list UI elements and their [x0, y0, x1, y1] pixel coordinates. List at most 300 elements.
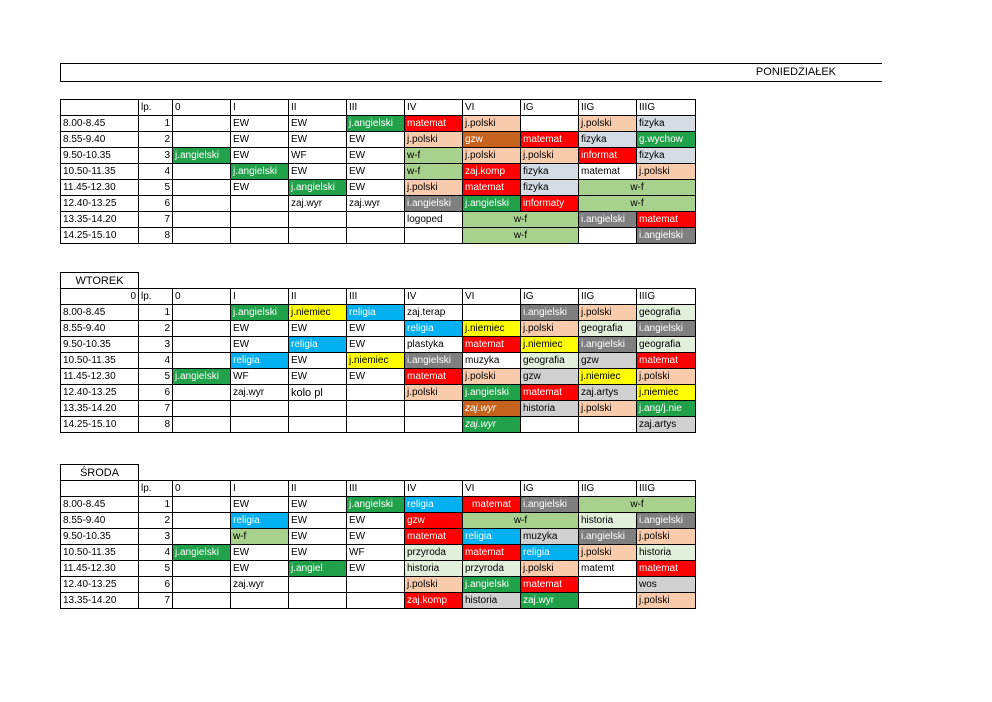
lesson-cell: j.angielski	[231, 305, 289, 321]
lesson-cell: gzw	[521, 369, 579, 385]
lesson-cell: przyroda	[463, 561, 521, 577]
lesson-cell: EW	[231, 561, 289, 577]
lesson-cell: i.angielski	[637, 228, 696, 244]
lesson-cell: w-f	[463, 513, 579, 529]
header-cell: lp.	[139, 100, 173, 116]
lesson-cell	[173, 164, 231, 180]
lesson-cell: religia	[231, 353, 289, 369]
schedule-table-monday	[60, 99, 696, 244]
lesson-cell: zaj.wyr	[463, 401, 521, 417]
lesson-cell: plastyka	[405, 337, 463, 353]
lesson-cell: j.polski	[637, 164, 696, 180]
header-cell: III	[347, 100, 405, 116]
lesson-cell: matemat	[521, 132, 579, 148]
lesson-number: 5	[139, 561, 173, 577]
table-row	[61, 529, 696, 545]
lesson-cell: j.niemiec	[289, 305, 347, 321]
lesson-cell: EW	[289, 497, 347, 513]
lesson-cell: zaj.komp	[463, 164, 521, 180]
lesson-cell: EW	[347, 132, 405, 148]
lesson-cell	[173, 180, 231, 196]
lesson-cell	[405, 401, 463, 417]
header-cell: 0	[173, 100, 231, 116]
lesson-cell: geografia	[637, 305, 696, 321]
lesson-cell: religia	[405, 321, 463, 337]
lesson-cell	[231, 593, 289, 609]
lesson-cell: j.niemiec	[579, 369, 637, 385]
time-cell: 12.40-13.25	[61, 577, 139, 593]
lesson-number: 7	[139, 401, 173, 417]
time-cell: 12.40-13.25	[61, 385, 139, 401]
lesson-cell: religia	[521, 545, 579, 561]
lesson-number: 7	[139, 593, 173, 609]
lesson-cell: w-f	[231, 529, 289, 545]
table-row	[61, 417, 696, 433]
lesson-cell	[173, 513, 231, 529]
lesson-cell: informaty	[521, 196, 579, 212]
lesson-cell	[289, 228, 347, 244]
lesson-cell	[173, 497, 231, 513]
lesson-cell	[173, 529, 231, 545]
time-cell: 9.50-10.35	[61, 529, 139, 545]
lesson-cell	[173, 212, 231, 228]
lesson-cell	[347, 577, 405, 593]
table-row	[61, 180, 696, 196]
lesson-cell: EW	[347, 561, 405, 577]
time-cell: 8.55-9.40	[61, 321, 139, 337]
lesson-cell: historia	[521, 401, 579, 417]
lesson-cell	[347, 228, 405, 244]
lesson-cell: EW	[347, 164, 405, 180]
lesson-cell: j.angielski	[173, 545, 231, 561]
lesson-cell: j.polski	[405, 385, 463, 401]
lesson-cell	[173, 305, 231, 321]
table-row	[61, 561, 696, 577]
time-cell: 10.50-11.35	[61, 353, 139, 369]
lesson-cell	[231, 196, 289, 212]
lesson-cell: w-f	[579, 196, 696, 212]
lesson-cell: zaj.wyr	[463, 417, 521, 433]
lesson-number: 4	[139, 353, 173, 369]
lesson-cell: EW	[347, 321, 405, 337]
lesson-cell: i.angielski	[579, 337, 637, 353]
lesson-cell	[347, 212, 405, 228]
lesson-cell: religia	[231, 513, 289, 529]
table-row	[61, 148, 696, 164]
lesson-cell: w-f	[405, 164, 463, 180]
header-cell: IV	[405, 481, 463, 497]
lesson-number: 5	[139, 180, 173, 196]
lesson-cell: historia	[463, 593, 521, 609]
lesson-cell	[579, 417, 637, 433]
lesson-cell: j.niemiec	[637, 385, 696, 401]
lesson-cell: j.polski	[637, 529, 696, 545]
lesson-cell: wos	[637, 577, 696, 593]
table-row	[61, 164, 696, 180]
lesson-cell: matemat	[463, 497, 521, 513]
lesson-cell: j.ang/j.nie	[637, 401, 696, 417]
lesson-number: 4	[139, 164, 173, 180]
lesson-cell: j.polski	[579, 545, 637, 561]
lesson-cell: j.polski	[405, 577, 463, 593]
lesson-cell	[347, 401, 405, 417]
header-cell: lp.	[139, 481, 173, 497]
lesson-number: 2	[139, 513, 173, 529]
lesson-cell: i.angielski	[521, 497, 579, 513]
header-cell: IIG	[579, 289, 637, 305]
lesson-cell: j.polski	[521, 321, 579, 337]
lesson-cell: EW	[231, 180, 289, 196]
lesson-cell: EW	[289, 353, 347, 369]
lesson-cell: j.polski	[579, 401, 637, 417]
lesson-number: 3	[139, 148, 173, 164]
lesson-cell: historia	[579, 513, 637, 529]
time-cell: 8.00-8.45	[61, 497, 139, 513]
lesson-cell: religia	[347, 305, 405, 321]
lesson-cell: zaj.wyr	[231, 577, 289, 593]
lesson-cell: j.polski	[521, 148, 579, 164]
header-cell: IIG	[579, 481, 637, 497]
header-cell: I	[231, 289, 289, 305]
lesson-cell: j.angiel	[289, 561, 347, 577]
table-header-row	[61, 100, 696, 116]
schedule-table-tuesday	[60, 272, 696, 433]
lesson-cell: informat	[579, 148, 637, 164]
lesson-cell: EW	[231, 497, 289, 513]
lesson-cell: religia	[405, 497, 463, 513]
lesson-cell: gzw	[405, 513, 463, 529]
lesson-cell: EW	[347, 180, 405, 196]
time-cell: 11.45-12.30	[61, 180, 139, 196]
lesson-cell	[579, 228, 637, 244]
time-cell: 14.25-15.10	[61, 228, 139, 244]
lesson-cell: EW	[231, 116, 289, 132]
lesson-cell	[173, 228, 231, 244]
lesson-cell: j.angielski	[463, 385, 521, 401]
lesson-cell	[173, 401, 231, 417]
lesson-cell	[231, 401, 289, 417]
day-title-monday: PONIEDZIAŁEK	[755, 66, 836, 78]
header-cell	[61, 100, 139, 116]
lesson-cell: EW	[289, 132, 347, 148]
lesson-cell: religia	[463, 529, 521, 545]
lesson-cell	[173, 417, 231, 433]
lesson-number: 6	[139, 385, 173, 401]
lesson-cell: EW	[231, 545, 289, 561]
lesson-cell: EW	[289, 369, 347, 385]
header-cell: II	[289, 481, 347, 497]
lesson-cell: w-f	[463, 228, 579, 244]
time-cell: 11.45-12.30	[61, 369, 139, 385]
header-cell: IIIG	[637, 289, 696, 305]
time-cell: 13.35-14.20	[61, 212, 139, 228]
header-cell: IV	[405, 100, 463, 116]
header-cell: II	[289, 100, 347, 116]
lesson-cell: j.angielski	[173, 369, 231, 385]
lesson-cell: i.angielski	[637, 321, 696, 337]
lesson-cell: matemat	[405, 529, 463, 545]
lesson-cell	[405, 417, 463, 433]
header-cell: I	[231, 481, 289, 497]
table-row	[61, 513, 696, 529]
lesson-cell: gzw	[463, 132, 521, 148]
lesson-cell: j.niemiec	[347, 353, 405, 369]
lesson-cell	[347, 385, 405, 401]
header-cell: I	[231, 100, 289, 116]
lesson-number: 1	[139, 305, 173, 321]
lesson-cell	[173, 132, 231, 148]
header-cell: VI	[463, 289, 521, 305]
lesson-number: 7	[139, 212, 173, 228]
lesson-cell: j.polski	[463, 148, 521, 164]
day-label-row	[61, 465, 696, 481]
time-cell: 8.00-8.45	[61, 305, 139, 321]
lesson-cell: zaj.wyr	[231, 385, 289, 401]
lesson-cell: EW	[289, 321, 347, 337]
lesson-cell	[463, 305, 521, 321]
table-row	[61, 545, 696, 561]
lesson-cell: historia	[637, 545, 696, 561]
lesson-cell	[579, 593, 637, 609]
lesson-cell: matemat	[637, 561, 696, 577]
lesson-cell	[173, 353, 231, 369]
header-cell: IV	[405, 289, 463, 305]
table-row	[61, 401, 696, 417]
lesson-cell: matemt	[579, 561, 637, 577]
table-row	[61, 132, 696, 148]
lesson-cell: i.angielski	[405, 353, 463, 369]
lesson-cell: j.polski	[521, 561, 579, 577]
table-row	[61, 337, 696, 353]
lesson-cell: zaj.wyr	[521, 593, 579, 609]
lesson-cell: w-f	[579, 497, 696, 513]
time-cell: 13.35-14.20	[61, 593, 139, 609]
lesson-number: 2	[139, 132, 173, 148]
lesson-cell: j.polski	[579, 116, 637, 132]
lesson-cell: j.angielski	[347, 116, 405, 132]
lesson-cell: j.polski	[405, 132, 463, 148]
lesson-cell	[579, 577, 637, 593]
lesson-cell: EW	[347, 369, 405, 385]
time-cell: 9.50-10.35	[61, 148, 139, 164]
lesson-cell: j.angielski	[463, 577, 521, 593]
lesson-cell	[173, 196, 231, 212]
lesson-cell: EW	[289, 513, 347, 529]
table-row	[61, 385, 696, 401]
lesson-cell: w-f	[463, 212, 579, 228]
lesson-cell: fizyka	[637, 116, 696, 132]
table-row	[61, 353, 696, 369]
lesson-cell: przyroda	[405, 545, 463, 561]
lesson-cell: i.angielski	[405, 196, 463, 212]
header-cell: VI	[463, 100, 521, 116]
lesson-cell	[173, 385, 231, 401]
lesson-cell: gzw	[579, 353, 637, 369]
lesson-cell: matemat	[521, 385, 579, 401]
header-cell: 0	[61, 289, 139, 305]
table-row	[61, 577, 696, 593]
lesson-cell: i.angielski	[521, 305, 579, 321]
lesson-number: 1	[139, 497, 173, 513]
lesson-cell: fizyka	[637, 148, 696, 164]
lesson-cell: matemat	[405, 116, 463, 132]
header-cell: IG	[521, 481, 579, 497]
table-row	[61, 497, 696, 513]
lesson-cell: EW	[347, 337, 405, 353]
lesson-cell: religia	[289, 337, 347, 353]
lesson-cell: matemat	[463, 180, 521, 196]
lesson-cell	[173, 577, 231, 593]
schedule-table-wednesday	[60, 464, 696, 609]
table-header-row	[61, 481, 696, 497]
lesson-cell: EW	[347, 513, 405, 529]
lesson-number: 3	[139, 529, 173, 545]
lesson-cell	[289, 593, 347, 609]
table-row	[61, 228, 696, 244]
time-cell: 8.55-9.40	[61, 513, 139, 529]
lesson-cell: j.niemiec	[463, 321, 521, 337]
lesson-cell: matemat	[637, 353, 696, 369]
lesson-cell	[173, 561, 231, 577]
lesson-cell	[173, 593, 231, 609]
header-cell: 0	[173, 481, 231, 497]
lesson-cell	[289, 401, 347, 417]
lesson-cell: j.angielski	[289, 180, 347, 196]
lesson-cell: zaj.artys	[579, 385, 637, 401]
time-cell: 10.50-11.35	[61, 164, 139, 180]
lesson-cell: w-f	[405, 148, 463, 164]
lesson-cell: j.angielski	[463, 196, 521, 212]
lesson-cell: EW	[289, 529, 347, 545]
lesson-number: 8	[139, 228, 173, 244]
lesson-number: 1	[139, 116, 173, 132]
header-cell: III	[347, 289, 405, 305]
lesson-cell: EW	[231, 321, 289, 337]
lesson-cell	[347, 593, 405, 609]
lesson-cell	[521, 116, 579, 132]
lesson-cell: muzyka	[521, 529, 579, 545]
lesson-cell: geografia	[521, 353, 579, 369]
day-label-wednesday: ŚRODA	[61, 465, 139, 481]
header-cell: lp.	[139, 289, 173, 305]
lesson-cell: WF	[231, 369, 289, 385]
lesson-cell: EW	[231, 132, 289, 148]
time-cell: 12.40-13.25	[61, 196, 139, 212]
lesson-cell: EW	[347, 148, 405, 164]
lesson-cell	[289, 577, 347, 593]
lesson-cell: kolo pl	[289, 385, 347, 401]
lesson-cell	[231, 212, 289, 228]
table-row	[61, 321, 696, 337]
day-header-bar	[60, 63, 882, 82]
lesson-cell: EW	[347, 529, 405, 545]
day-label-filler	[139, 465, 696, 481]
lesson-cell: EW	[289, 164, 347, 180]
lesson-cell	[289, 212, 347, 228]
lesson-cell: i.angielski	[637, 513, 696, 529]
time-cell: 8.00-8.45	[61, 116, 139, 132]
lesson-cell: matemat	[463, 337, 521, 353]
header-cell	[61, 481, 139, 497]
lesson-cell: matemat	[579, 164, 637, 180]
table-row	[61, 593, 696, 609]
time-cell: 14.25-15.10	[61, 417, 139, 433]
header-cell: IIIG	[637, 481, 696, 497]
time-cell: 9.50-10.35	[61, 337, 139, 353]
lesson-number: 4	[139, 545, 173, 561]
lesson-cell: j.polski	[637, 593, 696, 609]
lesson-cell: zaj.komp	[405, 593, 463, 609]
table-row	[61, 116, 696, 132]
lesson-cell: EW	[231, 148, 289, 164]
lesson-number: 3	[139, 337, 173, 353]
lesson-cell: j.polski	[637, 369, 696, 385]
lesson-cell: j.niemiec	[521, 337, 579, 353]
lesson-number: 5	[139, 369, 173, 385]
time-cell: 8.55-9.40	[61, 132, 139, 148]
lesson-cell: w-f	[579, 180, 696, 196]
lesson-cell: EW	[289, 116, 347, 132]
table-header-row	[61, 289, 696, 305]
lesson-cell: zaj.wyr	[347, 196, 405, 212]
lesson-cell	[289, 417, 347, 433]
header-cell: IG	[521, 100, 579, 116]
day-label-row	[61, 273, 696, 289]
lesson-cell: j.polski	[579, 305, 637, 321]
lesson-cell: geografia	[579, 321, 637, 337]
lesson-cell: zaj.wyr	[289, 196, 347, 212]
lesson-number: 6	[139, 196, 173, 212]
lesson-cell: zaj.terap	[405, 305, 463, 321]
lesson-cell: g.wychow	[637, 132, 696, 148]
lesson-cell: logoped	[405, 212, 463, 228]
table-row	[61, 369, 696, 385]
table-row	[61, 305, 696, 321]
day-label-tuesday: WTOREK	[61, 273, 139, 289]
table-row	[61, 212, 696, 228]
lesson-cell: geografia	[637, 337, 696, 353]
lesson-cell: i.angielski	[579, 212, 637, 228]
lesson-cell: zaj.artys	[637, 417, 696, 433]
lesson-cell: matemat	[463, 545, 521, 561]
lesson-cell: j.angielski	[231, 164, 289, 180]
lesson-cell	[231, 228, 289, 244]
lesson-cell: fizyka	[521, 164, 579, 180]
lesson-cell: fizyka	[579, 132, 637, 148]
lesson-cell: matemat	[405, 369, 463, 385]
time-cell: 10.50-11.35	[61, 545, 139, 561]
header-cell: VI	[463, 481, 521, 497]
lesson-cell: j.polski	[463, 369, 521, 385]
lesson-cell: j.polski	[463, 116, 521, 132]
header-cell: II	[289, 289, 347, 305]
lesson-number: 2	[139, 321, 173, 337]
lesson-cell	[347, 417, 405, 433]
lesson-cell: i.angielski	[579, 529, 637, 545]
lesson-cell	[173, 321, 231, 337]
lesson-cell: muzyka	[463, 353, 521, 369]
lesson-cell: matemat	[637, 212, 696, 228]
lesson-cell	[405, 228, 463, 244]
header-cell: III	[347, 481, 405, 497]
header-cell: IIIG	[637, 100, 696, 116]
lesson-cell	[231, 417, 289, 433]
lesson-cell: EW	[231, 337, 289, 353]
lesson-cell	[521, 417, 579, 433]
lesson-cell: EW	[289, 545, 347, 561]
lesson-cell: historia	[405, 561, 463, 577]
lesson-number: 6	[139, 577, 173, 593]
